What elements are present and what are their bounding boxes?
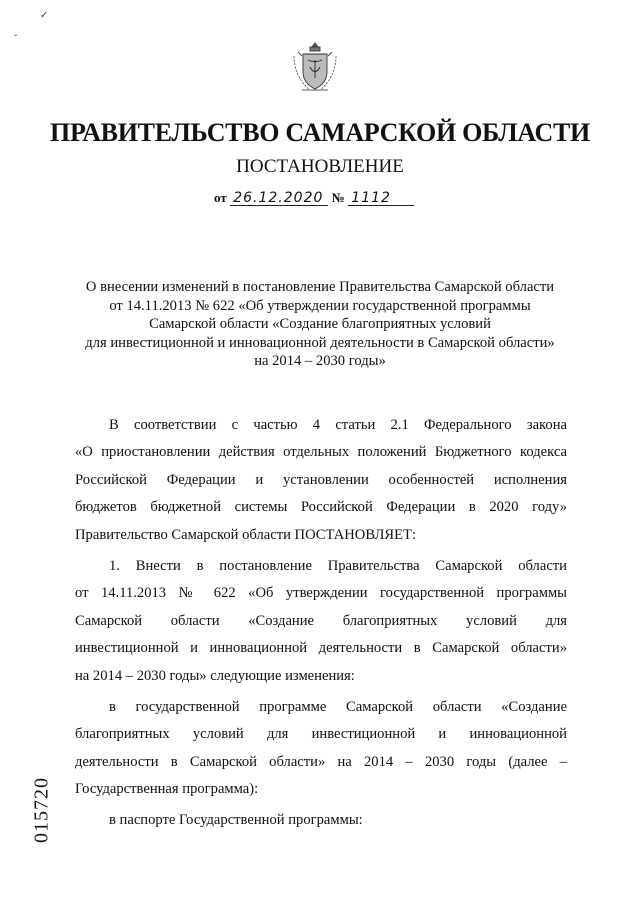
number-label: №: [331, 190, 345, 205]
body-line: Правительство Самарской области ПОСТАНОВЛЯЕТ:: [75, 526, 417, 543]
body-line: бюджетов бюджетной системы Российской Федерации в 2020 году»: [75, 499, 567, 516]
document-type: ПОСТАНОВЛЕНИЕ: [236, 156, 404, 177]
document-subject: [60, 278, 580, 371]
samara-coat-of-arms-icon: [290, 40, 340, 98]
date-number-line: [214, 190, 414, 207]
scan-mark: ✓: [40, 10, 49, 21]
paragraph-program: [75, 694, 567, 804]
subject-line: на 2014 – 2030 годы»: [254, 353, 386, 370]
serial-number-text: 015720: [30, 777, 53, 843]
subject-line: Самарской области «Создание благоприятных условий: [149, 316, 491, 333]
body-line: инвестиционной и инновационной деятельности в Самарской области»: [75, 640, 567, 657]
subject-line: для инвестиционной и инновационной деятельности в Самарской области»: [85, 334, 555, 351]
body-line: от 14.11.2013 № 622 «Об утверждении государственной программы: [75, 585, 567, 602]
paragraph-passport: [75, 807, 567, 834]
body-line: в паспорте Государственной программы:: [109, 812, 363, 829]
paragraph-item-1: [75, 553, 567, 690]
body-line: благоприятных условий для инвестиционной и инновационной: [75, 726, 567, 743]
body-line: 1. Внести в постановление Правительства Самарской области: [109, 557, 567, 574]
subject-line: О внесении изменений в постановление Правительства Самарской области: [85, 279, 555, 295]
subject-line: от 14.11.2013 № 622 «Об утверждении государственной программы: [109, 297, 531, 314]
body-line: на 2014 – 2030 годы» следующие изменения:: [75, 667, 355, 684]
side-serial-number: [22, 760, 62, 860]
handwritten-number: 1112: [348, 191, 414, 206]
body-line: в государственной программе Самарской области «Создание: [109, 698, 567, 715]
body-line: Российской Федерации и установлении особенностей исполнения: [75, 471, 567, 488]
date-label: от: [214, 190, 227, 205]
handwritten-date: 26.12.2020: [230, 191, 328, 206]
body-line: деятельности в Самарской области» на 2014 – 2030 годы (далее –: [75, 753, 567, 770]
body-line: Государственная программа):: [75, 781, 259, 798]
body-line: В соответствии с частью 4 статьи 2.1 Федерального закона: [109, 417, 567, 433]
paragraph-preamble: [75, 412, 567, 549]
body-line: «О приостановлении действия отдельных положений Бюджетного кодекса: [75, 444, 567, 461]
government-title: ПРАВИТЕЛЬСТВО САМАРСКОЙ ОБЛАСТИ: [50, 118, 590, 147]
body-line: Самарской области «Создание благоприятных условий для: [75, 612, 567, 629]
scan-mark: ˇ: [14, 34, 18, 45]
document-body: [75, 412, 567, 835]
